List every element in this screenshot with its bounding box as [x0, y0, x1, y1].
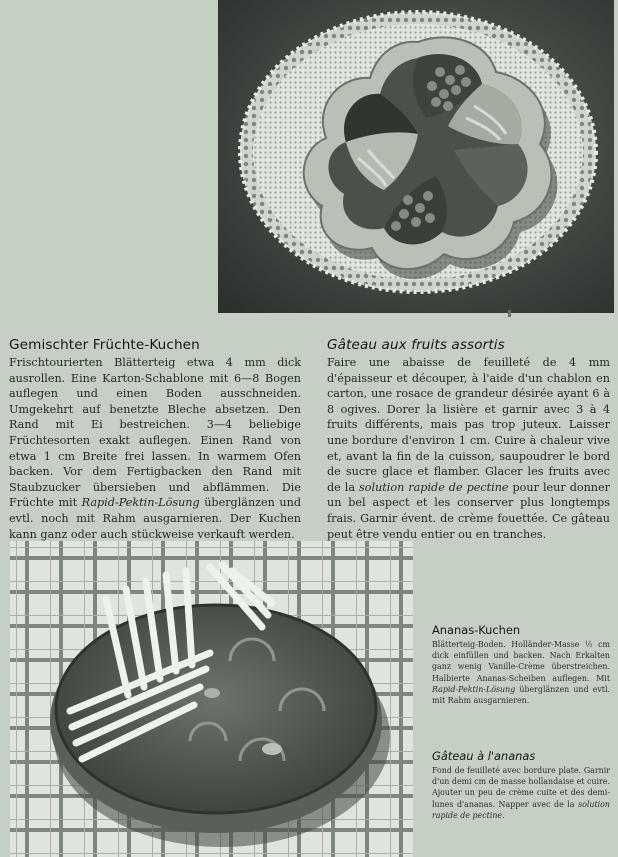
pineapple-recipe-french-title: Gâteau à l'ananas [432, 749, 536, 763]
german-recipe-body [9, 355, 301, 542]
french-recipe-body [327, 355, 610, 542]
pineapple-recipe-french-text-1: Fond de feuilleté avec bordure plate. Garnir d'un demi cm de masse hollandaise et cuire. Ajouter un peu de crème cuite et des demi-lunes d'ananas. Napper avec de la [432, 766, 610, 809]
french-recipe-text-1: Faire une abaisse de feuilleté de 4 mm d'épaisseur et découper, à l'aide d'un chablon en carton, une rosace de grandeur désirée ayant 6 à 8 ogives. Dorer la lisière et garnir avec 3 à 4 fruits différents, mais pas trop juteux. Laisser une bordure d'environ 1 cm. Cuire à chaleur vive et, avant la fin de la cuisson, saupoudrer le bord de sucre glace et flamber. Glacer les fruits avec de la [327, 356, 610, 494]
fruit-tart-photo [218, 0, 614, 313]
pineapple-recipe-german-body [432, 639, 610, 706]
pineapple-recipe-german-text-2: überglänzen und evtl. mit Rahm ausgarnieren. [432, 684, 610, 706]
column-divider-mark [508, 310, 511, 317]
french-recipe-title: Gâteau aux fruits assortis [327, 337, 505, 353]
german-recipe-title: Gemischter Früchte-Kuchen [9, 337, 200, 353]
german-recipe-text-1: Frischtourierten Blätterteig etwa 4 mm dick ausrollen. Eine Karton-Schablone mit 6—8 Bogen auflegen und einen Boden ausschneiden. Umgekehrt auf benetzte Bleche absetzen. Den Rand mit Ei bestreichen. 3—4 beliebige Früchtesorten exakt auflegen. Einen Rand von etwa 1 cm Breite frei lassen. In warmem Ofen backen. Vor dem Fertigbacken den Rand mit Staubzucker übersieben und abflämmen. Die Früchte mit [9, 356, 301, 510]
pineapple-cake-photo [10, 541, 413, 857]
pineapple-recipe-french-text-2: . [502, 810, 505, 820]
pineapple-recipe-german-text-1: Blätterteig-Boden. Holländer-Masse ½ cm dick einfüllen und backen. Nach Erkalten ganz wenig Vanille-Crème überstreichen. Halbierte Ananas-Scheiben auflegen. Mit [432, 640, 610, 683]
pineapple-recipe-french-emphasis: solution rapide de pectine [432, 799, 610, 820]
french-recipe-text-2: pour leur donner un bel aspect et les conserver plus longtemps frais. Garnir évent. de crème fouettée. Ce gâteau peut être vendu entier ou en tranches. [327, 480, 610, 541]
pineapple-recipe-french-body [432, 765, 610, 821]
pineapple-recipe-german-title: Ananas-Kuchen [432, 623, 521, 637]
french-recipe-emphasis: solution rapide de pectine [359, 480, 509, 494]
pineapple-recipe-german [432, 623, 610, 706]
pineapple-recipe-german-emphasis: Rapid-Pektin-Lösung [432, 684, 516, 694]
german-recipe-emphasis: Rapid-Pektin-Lösung [81, 496, 200, 510]
german-recipe [9, 337, 301, 542]
german-recipe-text-2: überglänzen und evtl. noch mit Rahm ausgarnieren. Der Kuchen kann ganz oder auch stückweise verkauft werden. [9, 496, 301, 541]
french-recipe [327, 337, 610, 542]
pineapple-recipe-french [432, 749, 610, 821]
